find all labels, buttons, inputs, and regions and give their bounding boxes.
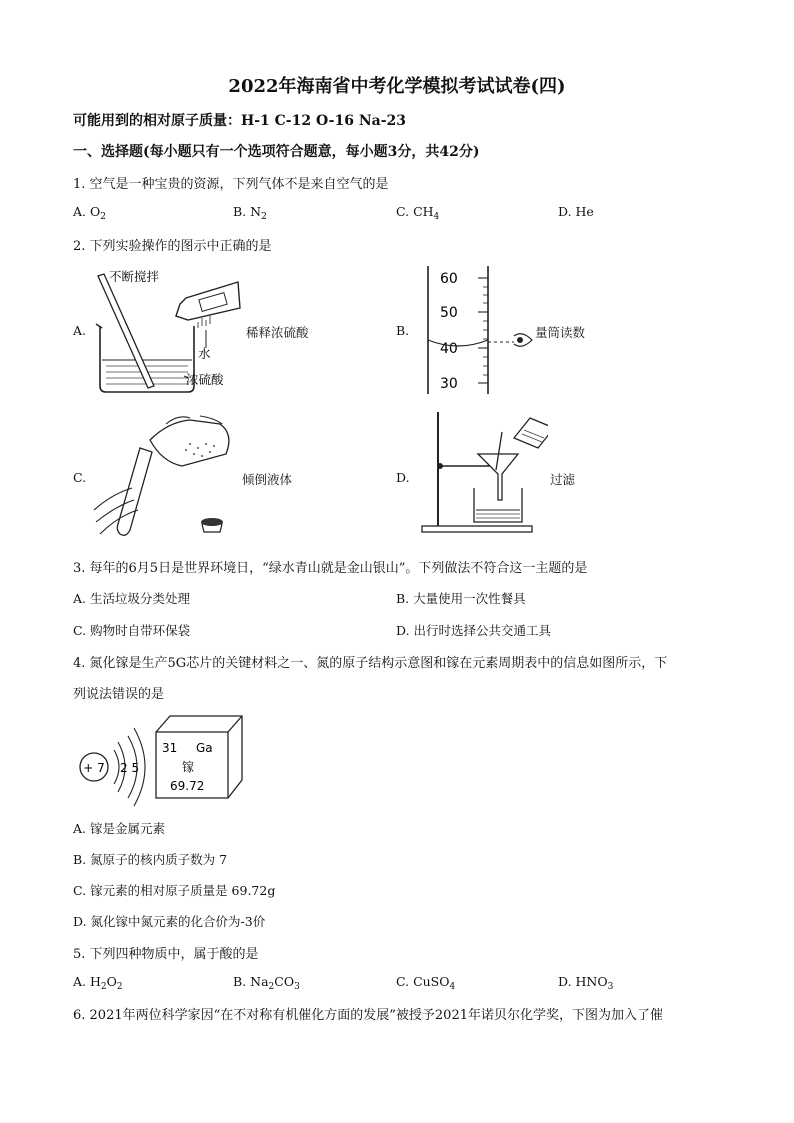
q5-option-d: D. $HNO_3$ bbox=[558, 974, 614, 992]
nitrogen-atom-diagram bbox=[72, 720, 162, 810]
gallium-element-card bbox=[150, 712, 250, 802]
cylinder-reading-figure bbox=[410, 266, 540, 396]
q2-option-b-letter: B. bbox=[396, 323, 410, 338]
q2-caption-c: 倾倒液体 bbox=[242, 472, 293, 487]
q5-option-c: C. CuSO$_4$ bbox=[396, 974, 456, 992]
q2-caption-d: 过滤 bbox=[550, 472, 576, 487]
q2-option-a-letter: A. bbox=[73, 323, 87, 338]
tick-40: 40 bbox=[440, 341, 458, 357]
question-3-stem: 3. 每年的6月5日是世界环境日，“绿水青山就是金山银山”。下列做法不符合这一主题的是 bbox=[73, 561, 588, 576]
filtration-figure bbox=[418, 410, 548, 535]
section-heading: 一、选择题(每小题只有一个选项符合题意，每小题3分，共42分) bbox=[73, 144, 480, 160]
stir-label: 不断搅拌 bbox=[109, 269, 160, 284]
q4-option-a: A. 镓是金属元素 bbox=[73, 821, 165, 836]
tick-30: 30 bbox=[440, 376, 458, 392]
question-4-stem-line2: 列说法错误的是 bbox=[73, 687, 165, 702]
ga-number: 31 bbox=[162, 741, 178, 755]
question-1-stem: 1. 空气是一种宝贵的资源，下列气体不是来自空气的是 bbox=[73, 177, 389, 192]
acid-label: 浓硫酸 bbox=[186, 372, 224, 387]
q3-option-d: D. 出行时选择公共交通工具 bbox=[396, 623, 552, 638]
q1-option-a: A. $O_2$ bbox=[73, 204, 106, 222]
ga-name: 镓 bbox=[182, 760, 195, 774]
question-4-stem-line1: 4. 氮化镓是生产5G芯片的关键材料之一、氮的原子结构示意图和镓在元素周期表中的信息如图所示，下 bbox=[73, 656, 668, 671]
q2-caption-a: 稀释浓硫酸 bbox=[246, 325, 309, 340]
nucleus-label: + 7 bbox=[83, 761, 105, 775]
q1-option-d: D. He bbox=[558, 204, 594, 219]
ga-symbol: Ga bbox=[196, 741, 213, 755]
q2-caption-b: 量筒读数 bbox=[535, 325, 586, 340]
tick-50: 50 bbox=[440, 305, 458, 321]
electron-shells-label: 2 5 bbox=[120, 761, 140, 775]
q5-option-a: A. $H_2O_2$ bbox=[73, 974, 123, 992]
atomic-masses: 可能用到的相对原子质量：H-1 C-12 O-16 Na-23 bbox=[73, 113, 406, 129]
q4-option-b: B. 氮原子的核内质子数为 7 bbox=[73, 852, 228, 867]
question-2-stem: 2. 下列实验操作的图示中正确的是 bbox=[73, 239, 272, 254]
q4-option-d: D. 氮化镓中氮元素的化合价为-3价 bbox=[73, 914, 266, 929]
q2-option-d-letter: D. bbox=[396, 470, 410, 485]
question-6-stem: 6. 2021年两位科学家因“在不对称有机催化方面的发展”被授予2021年诺贝尔化学奖，下图为加入了催 bbox=[73, 1008, 663, 1023]
q3-option-b: B. 大量使用一次性餐具 bbox=[396, 591, 526, 606]
tick-60: 60 bbox=[440, 271, 458, 287]
q3-option-c: C. 购物时自带环保袋 bbox=[73, 623, 191, 638]
question-5-stem: 5. 下列四种物质中，属于酸的是 bbox=[73, 947, 259, 962]
q2-option-c-letter: C. bbox=[73, 470, 87, 485]
ga-mass: 69.72 bbox=[170, 779, 205, 793]
q4-option-c: C. 镓元素的相对原子质量是 69.72g bbox=[73, 883, 276, 898]
q3-option-a: A. 生活垃圾分类处理 bbox=[73, 591, 190, 606]
page-title: 2022年海南省中考化学模拟考试试卷(四) bbox=[228, 76, 566, 97]
q1-option-b: B. $N_2$ bbox=[233, 204, 267, 222]
q5-option-b: B. $Na_2CO_3$ bbox=[233, 974, 300, 992]
water-label: 水 bbox=[198, 346, 211, 361]
pour-liquid-figure bbox=[90, 414, 240, 539]
q1-option-c: C. $CH_4$ bbox=[396, 204, 440, 222]
